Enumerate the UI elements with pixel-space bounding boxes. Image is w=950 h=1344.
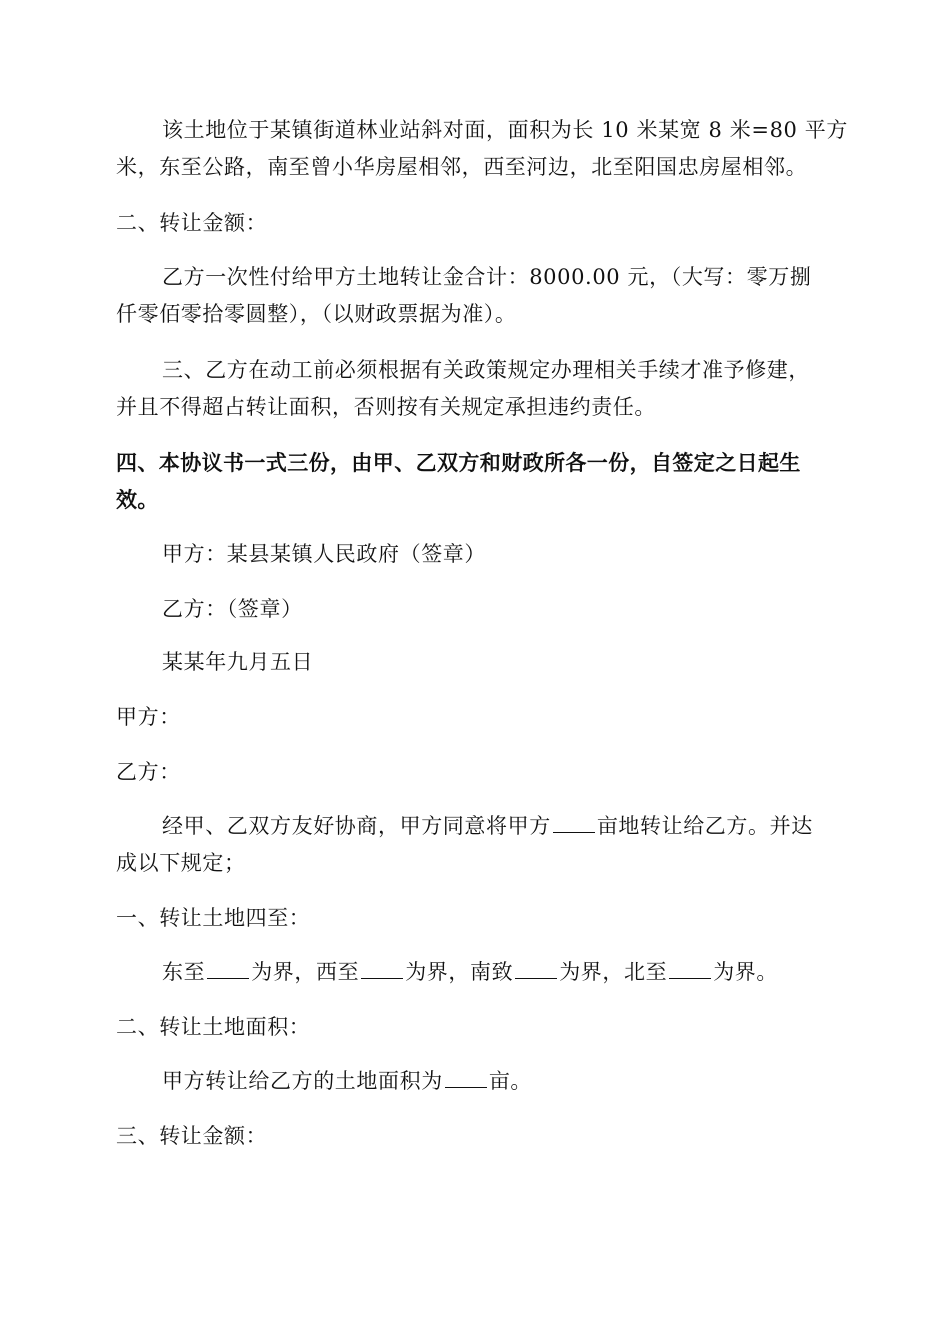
boundaries-line (162, 960, 778, 984)
blank-north (669, 960, 711, 979)
blank-west (361, 960, 403, 979)
paragraph-amount-line1: 乙方一次性付给甲方土地转让金合计：8000.00 元，（大写：零万捌 (162, 265, 812, 289)
clause-three-line2: 并且不得超占转让面积，否则按有关规定承担违约责任。 (116, 395, 656, 419)
boundary-north-label: 为界，北至 (559, 960, 668, 984)
paragraph-amount-line2: 仟零佰零拾零圆整），（以财政票据为准）。 (116, 302, 517, 326)
party-b-label: 乙方： (116, 760, 181, 784)
blank-east (207, 960, 249, 979)
paragraph-location-line1: 该土地位于某镇街道林业站斜对面，面积为长 10 米某宽 8 米=80 平方 (162, 118, 848, 142)
area-text-a: 甲方转让给乙方的土地面积为 (162, 1069, 443, 1093)
clause-three-line1: 三、乙方在动工前必须根据有关政策规定办理相关手续才准予修建， (162, 358, 810, 382)
agreement-intro-line1 (162, 814, 813, 838)
clause-four-line2: 效。 (116, 488, 159, 512)
blank-acreage (553, 814, 595, 833)
area-line (162, 1069, 532, 1093)
agreement-intro-text-a: 经甲、乙双方友好协商，甲方同意将甲方 (162, 814, 551, 838)
boundary-east-label: 东至 (162, 960, 206, 984)
boundary-end: 为界。 (713, 960, 779, 984)
blank-south (515, 960, 557, 979)
signature-party-b: 乙方：（签章） (162, 597, 303, 621)
signing-date: 某某年九月五日 (162, 650, 314, 674)
party-a-label: 甲方： (116, 705, 181, 729)
boundary-west-label: 为界，西至 (251, 960, 360, 984)
heading-land-boundaries: 一、转让土地四至： (116, 906, 311, 930)
signature-party-a: 甲方：某县某镇人民政府（签章） (162, 542, 486, 566)
boundary-south-label: 为界，南致 (405, 960, 514, 984)
heading-transfer-amount: 二、转让金额： (116, 211, 268, 235)
clause-four-line1: 四、本协议书一式三份，由甲、乙双方和财政所各一份，自签定之日起生 (116, 451, 801, 475)
heading-land-area: 二、转让土地面积： (116, 1015, 311, 1039)
paragraph-location-line2: 米，东至公路，南至曾小华房屋相邻，西至河边，北至阳国忠房屋相邻。 (116, 155, 808, 179)
agreement-intro-line2: 成以下规定； (116, 851, 246, 875)
blank-area (445, 1069, 487, 1088)
agreement-intro-text-b: 亩地转让给乙方。并达 (596, 814, 813, 838)
area-text-b: 亩。 (488, 1069, 533, 1093)
heading-transfer-amount-2: 三、转让金额： (116, 1124, 268, 1148)
